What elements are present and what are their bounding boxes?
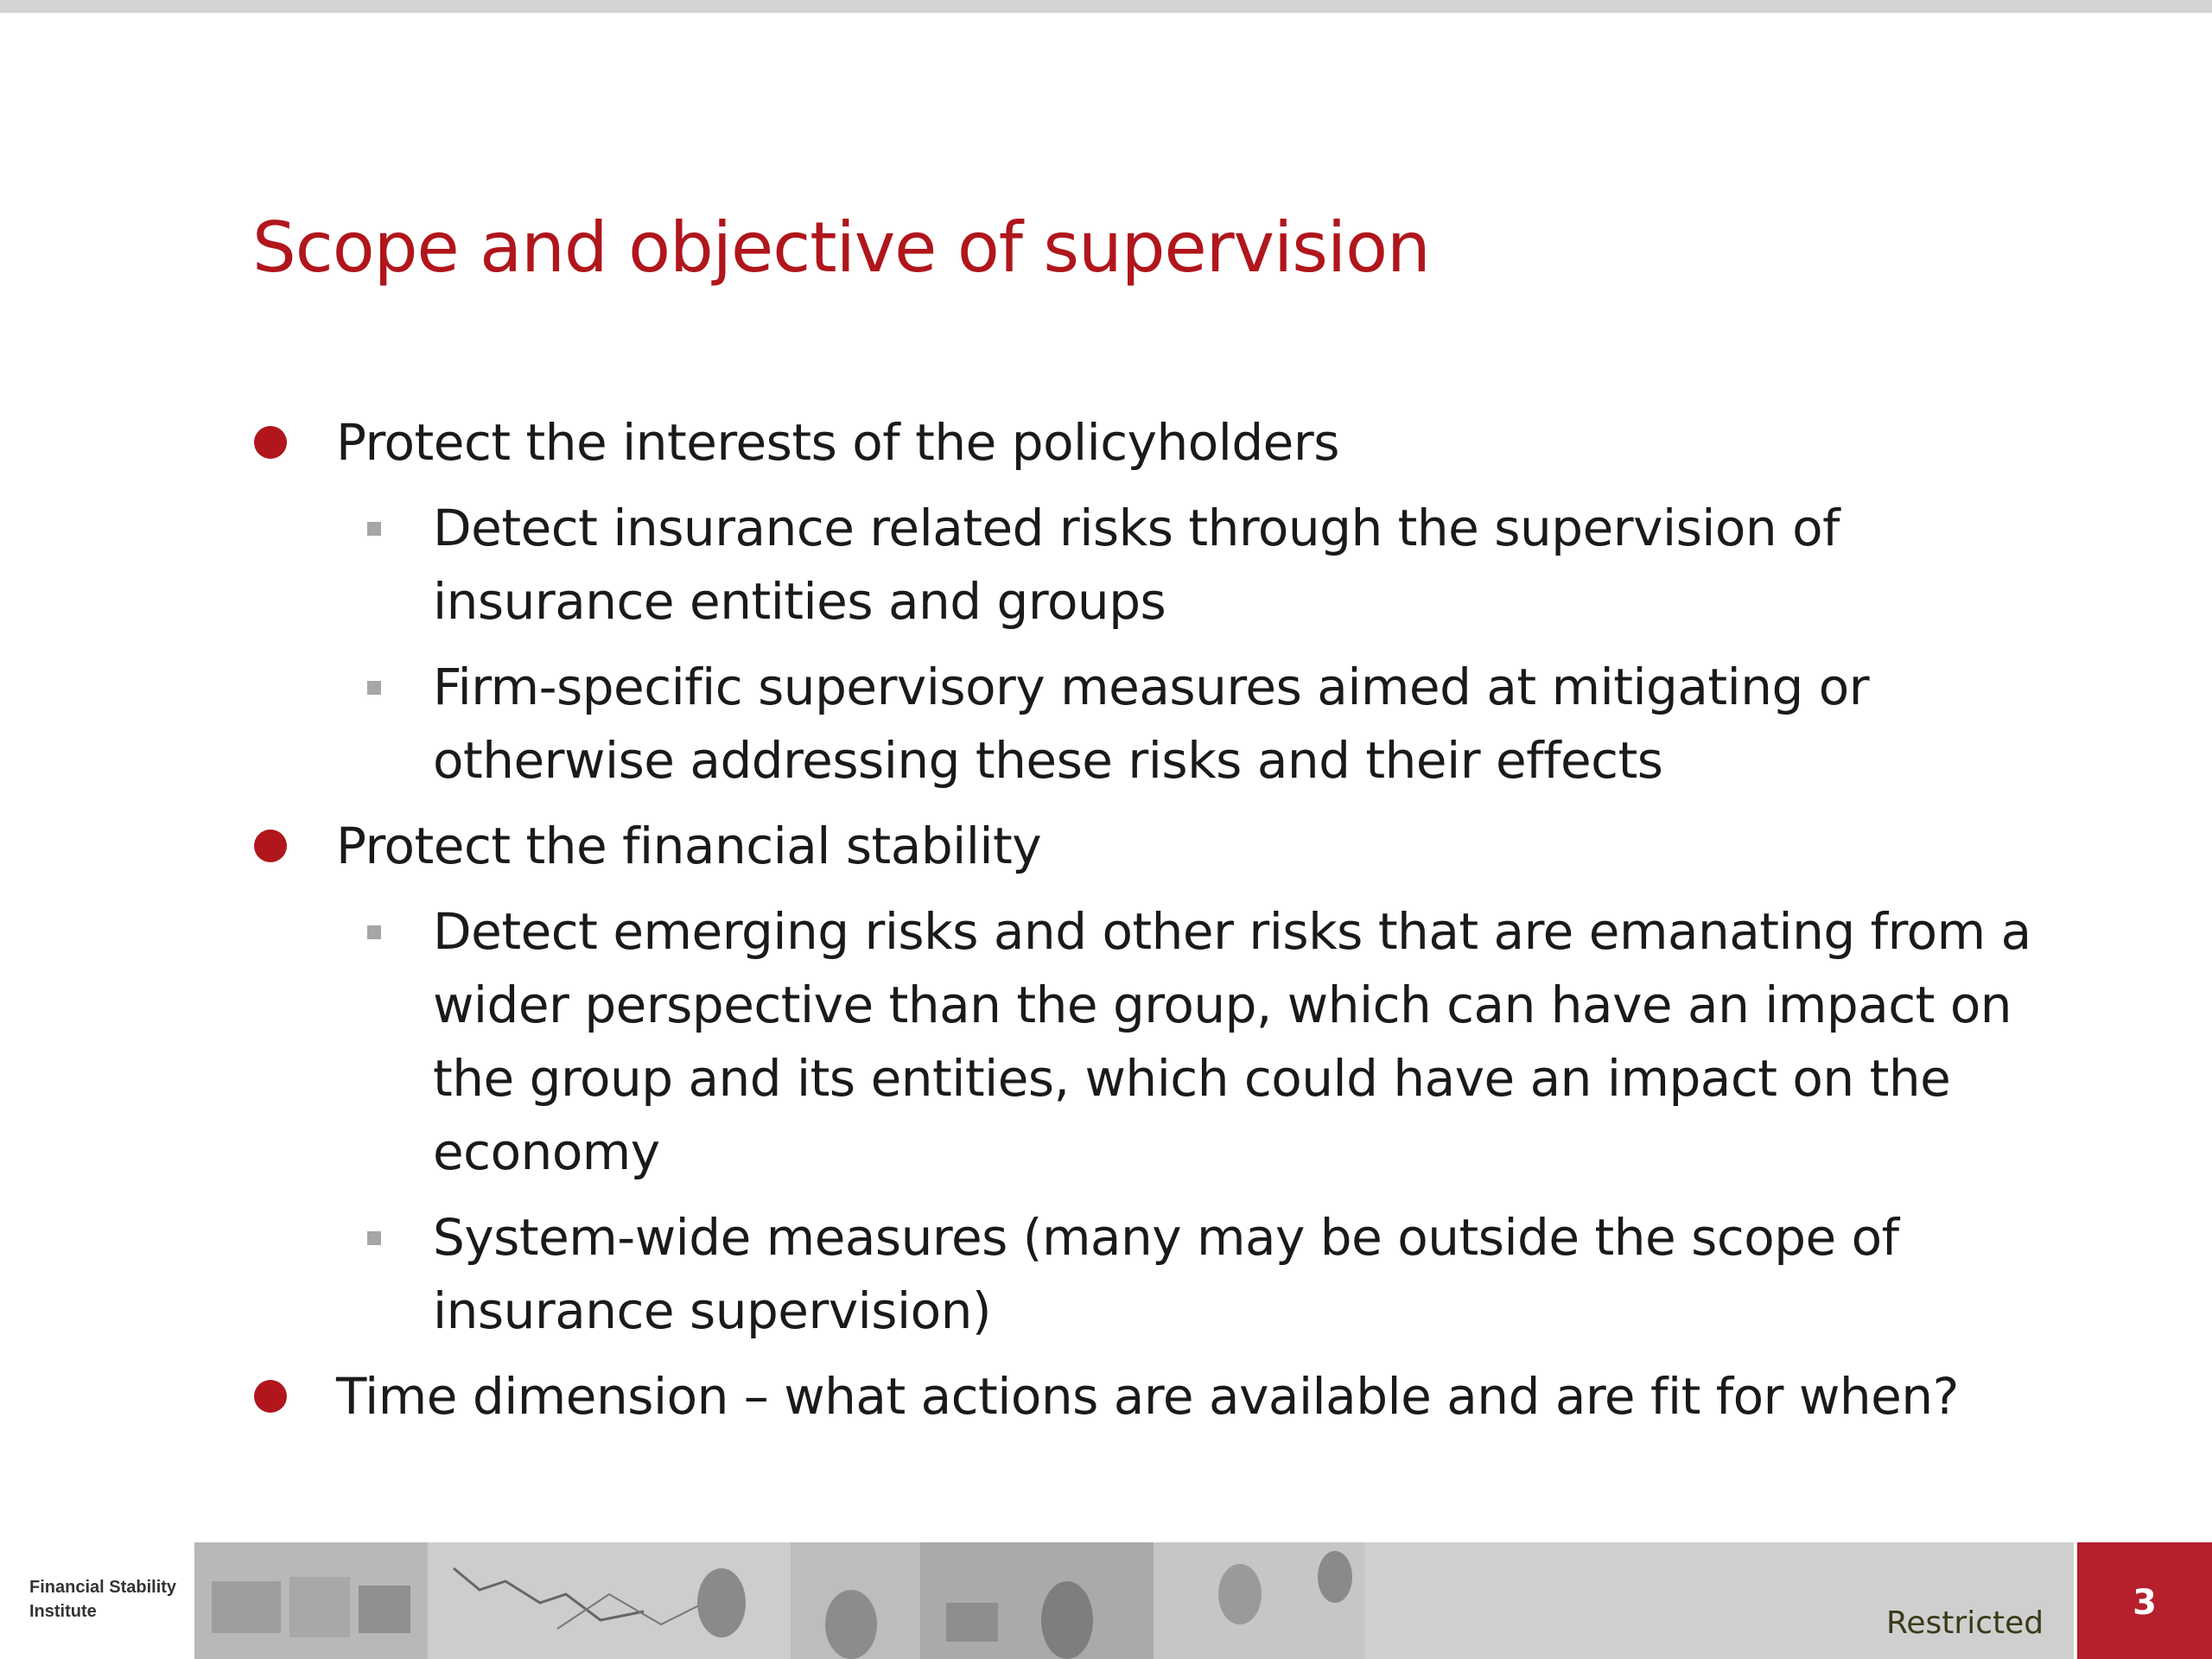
photo-collage-image (194, 1542, 1365, 1659)
sub-bullet-item-2-1 (0, 895, 2075, 1189)
bullet-item-1 (0, 406, 2212, 480)
sub-bullet-item-1-2 (0, 651, 2075, 798)
footer-photo-collage (194, 1542, 1365, 1659)
bullet-item-2 (0, 810, 2212, 883)
round-bullet-icon (254, 1380, 287, 1413)
top-border-bar (0, 0, 2212, 13)
sub-bullet-item-1-1 (0, 492, 2075, 639)
institute-logo (0, 1542, 194, 1659)
bullet-text: Protect the financial stability (336, 817, 1042, 875)
bullet-list (0, 406, 2212, 1433)
page-number: 3 (2133, 1583, 2157, 1623)
sub-bullet-text: System-wide measures (many may be outside the scope of insurance supervision) (433, 1208, 1899, 1340)
slide-title: Scope and objective of supervision (252, 207, 1430, 288)
bullet-text: Time dimension – what actions are available and are fit for when? (336, 1367, 1959, 1426)
round-bullet-icon (254, 426, 287, 459)
square-bullet-icon (367, 681, 381, 695)
square-bullet-icon (367, 1231, 381, 1245)
slide-footer (0, 1542, 2212, 1659)
logo-text: Financial Stability Institute (29, 1578, 177, 1621)
sub-bullet-text: Detect emerging risks and other risks that are emanating from a wider perspective than the group, which can have an impact on the group and its entities, which could have an impact on the economy (433, 902, 2031, 1181)
sub-bullet-text: Detect insurance related risks through the supervision of insurance entities and groups (433, 499, 1840, 631)
sub-bullet-text: Firm-specific supervisory measures aimed at mitigating or otherwise addressing these risks and their effects (433, 658, 1870, 790)
page-number-box (2074, 1542, 2212, 1659)
bullet-text: Protect the interests of the policyholders (336, 413, 1339, 472)
square-bullet-icon (367, 925, 381, 939)
sub-bullet-item-2-2 (0, 1201, 2075, 1348)
round-bullet-icon (254, 830, 287, 862)
bullet-item-3 (0, 1360, 2212, 1433)
square-bullet-icon (367, 522, 381, 536)
classification-label: Restricted (1886, 1605, 2044, 1641)
